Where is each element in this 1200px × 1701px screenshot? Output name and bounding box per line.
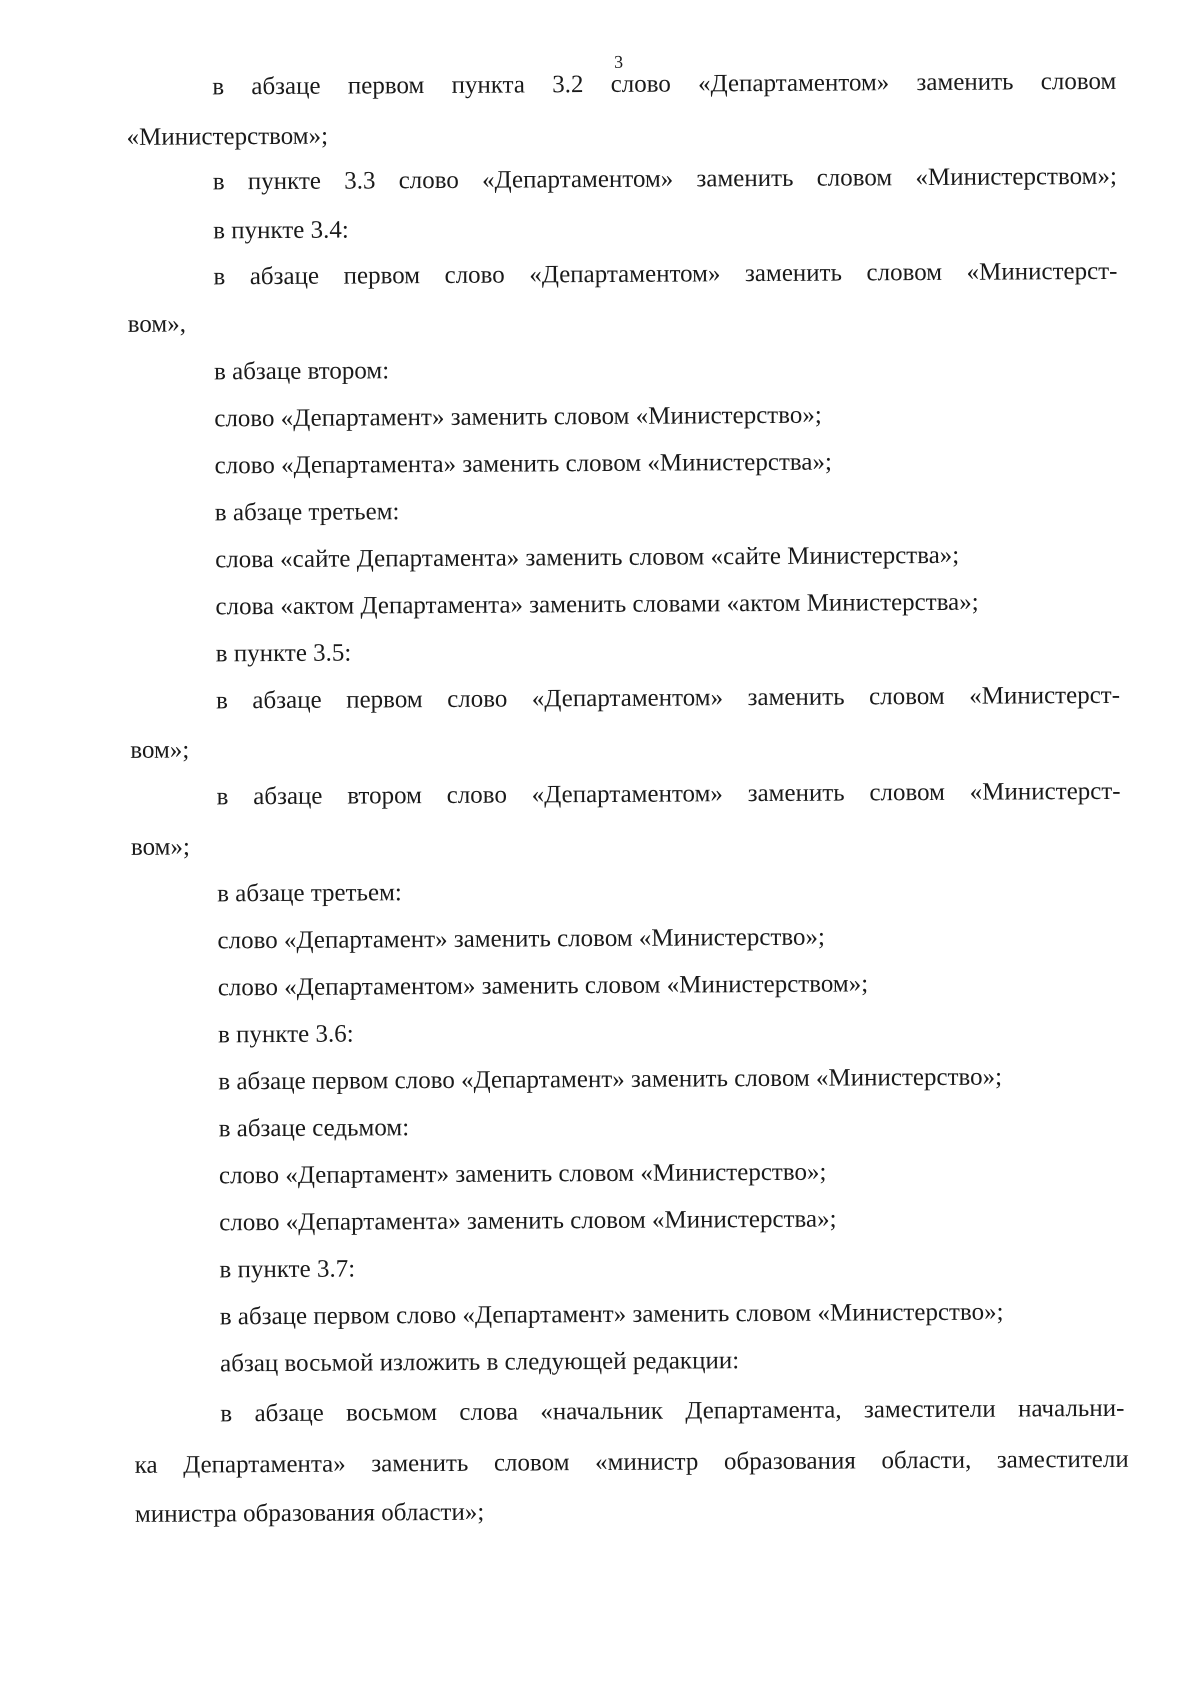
text-line: в пункте 3.7: xyxy=(219,1255,356,1284)
text-line: министра образования области»; xyxy=(134,1498,485,1528)
text-line: в абзаце первом слово «Департаментом» заменить словом «Министерст- xyxy=(215,681,1121,715)
text-line: в абзаце седьмом: xyxy=(218,1114,410,1143)
text-line: в пункте 3.5: xyxy=(215,639,352,668)
text-line: вом»; xyxy=(130,833,190,861)
text-line: слово «Департамент» заменить словом «Министерство»; xyxy=(218,1158,827,1190)
text-line: в абзаце восьмом слова «начальник Департамента, заместители начальни- xyxy=(220,1394,1125,1428)
text-line: в пункте 3.3 слово «Департаментом» заменить словом «Министерством»; xyxy=(212,162,1117,196)
text-line: слова «сайте Департамента» заменить словом «сайте Министерства»; xyxy=(215,541,960,574)
text-line: в абзаце втором: xyxy=(213,357,390,386)
text-line: в абзаце первом слово «Департамент» заменить словом «Министерство»; xyxy=(218,1063,1003,1096)
text-line: в абзаце первом слово «Департамент» заменить словом «Министерство»; xyxy=(219,1298,1004,1331)
text-line: в абзаце первом пункта 3.2 слово «Департаментом» заменить словом xyxy=(212,67,1117,101)
text-line: в абзаце втором слово «Департаментом» заменить словом «Министерст- xyxy=(216,777,1121,811)
text-line: вом», xyxy=(127,310,187,338)
text-line: слово «Департамент» заменить словом «Министерство»; xyxy=(217,923,826,955)
text-line: в пункте 3.4: xyxy=(213,216,349,245)
text-line: «Министерством»; xyxy=(126,122,329,151)
text-line: слово «Департамента» заменить словом «Министерства»; xyxy=(214,448,832,480)
text-line: вом»; xyxy=(130,736,190,764)
text-line: в абзаце третьем: xyxy=(214,498,400,527)
page-number: 3 xyxy=(614,51,624,72)
text-line: слова «актом Департамента» заменить словами «актом Министерства»; xyxy=(215,588,979,621)
text-line: ка Департамента» заменить словом «министр образования области, заместители xyxy=(134,1445,1129,1479)
text-line: в пункте 3.6: xyxy=(217,1020,354,1049)
text-line: в абзаце первом слово «Департаментом» заменить словом «Министерст- xyxy=(213,257,1118,291)
text-line: абзац восьмой изложить в следующей редакции: xyxy=(219,1347,740,1378)
text-line: слово «Департаментом» заменить словом «Министерством»; xyxy=(217,970,869,1002)
text-line: слово «Департамент» заменить словом «Министерство»; xyxy=(214,401,822,433)
scan-edge-mark xyxy=(1112,0,1182,3)
text-line: в абзаце третьем: xyxy=(217,879,402,908)
text-line: слово «Департамента» заменить словом «Министерства»; xyxy=(219,1205,837,1237)
